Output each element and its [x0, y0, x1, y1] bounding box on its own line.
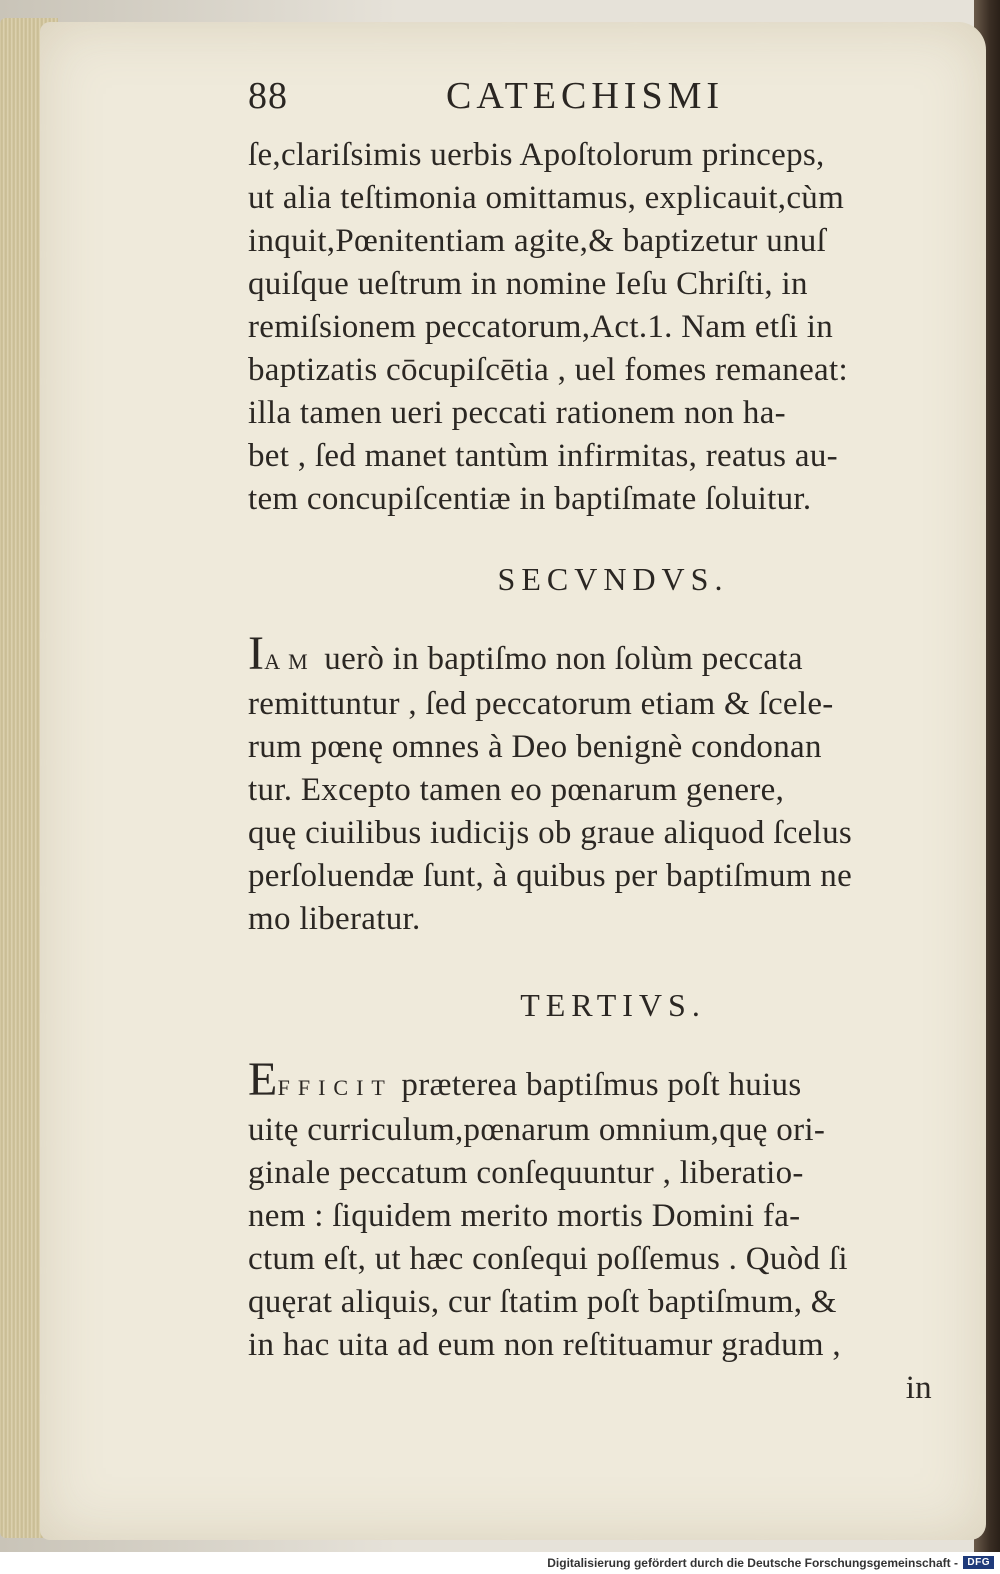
text-line-rest: uerò in baptiſmo non ſolùm peccata — [315, 641, 803, 677]
text-line: uitę curriculum,pœnarum omnium,quę ori- — [248, 1112, 826, 1148]
book-page — [40, 22, 986, 1540]
paragraph-1 — [248, 134, 938, 521]
section-heading-tertius: TERTIVS. — [520, 987, 706, 1023]
page-text-block — [248, 74, 938, 1410]
drop-capital: I — [248, 627, 265, 680]
text-line: bet , ſed manet tantùm infirmitas, reatus au- — [248, 438, 838, 474]
text-line-rest: præterea baptiſmus poſt huius — [392, 1067, 802, 1103]
text-line: quiſque ueſtrum in nomine Ieſu Chriſti, in — [248, 266, 808, 302]
text-line: remiſsionem peccatorum,Act.1. Nam etſi in — [248, 309, 834, 345]
dfg-logo: DFG — [963, 1556, 994, 1569]
text-line: ginale peccatum conſequuntur , liberatio- — [248, 1155, 804, 1191]
text-line: perſoluendæ ſunt, à quibus per baptiſmum ne — [248, 858, 853, 894]
text-line: quęrat aliquis, cur ſtatim poſt baptiſmum, & — [248, 1284, 837, 1320]
catchword: in — [905, 1370, 932, 1406]
funding-credit: Digitalisierung gefördert durch die Deutsche Forschungsgemeinschaft - — [547, 1556, 958, 1570]
running-head — [248, 74, 938, 134]
text-line: tem concupiſcentiæ in baptiſmate ſoluitur. — [248, 481, 812, 517]
text-line — [248, 627, 938, 683]
text-line: inquit,Pœnitentiam agite,& baptizetur unuſ — [248, 223, 827, 259]
text-line: ctum eſt, ut hæc conſequi poſſemus . Quòd ſi — [248, 1241, 848, 1277]
text-line: ſe,clariſsimis uerbis Apoſtolorum princeps, — [248, 137, 825, 173]
paragraph-3 — [248, 1053, 938, 1410]
section-heading-secundus: SECVNDVS. — [497, 561, 729, 597]
drop-capital: E — [248, 1053, 278, 1106]
running-title: CATECHISMI — [446, 75, 725, 117]
text-line: quę ciuilibus iudicijs ob graue aliquod ſcelus — [248, 815, 853, 851]
page-number: 88 — [248, 75, 288, 117]
digitization-footer — [0, 1552, 1000, 1574]
text-line: nem : ſiquidem merito mortis Domini fa- — [248, 1198, 801, 1234]
text-line: baptizatis cōcupiſcētia , uel fomes remaneat: — [248, 352, 848, 388]
text-line: tur. Excepto tamen eo pœnarum genere, — [248, 772, 785, 808]
paragraph-2 — [248, 627, 938, 941]
text-line: mo liberatur. — [248, 901, 421, 937]
small-caps-opening: AM — [264, 649, 316, 674]
text-line: ut alia teſtimonia omittamus, explicauit,cùm — [248, 180, 845, 216]
text-line: illa tamen ueri peccati rationem non ha- — [248, 395, 786, 431]
text-line: rum pœnę omnes à Deo benignè condonan — [248, 729, 822, 765]
text-line — [248, 1053, 938, 1109]
text-line: in hac uita ad eum non reſtituamur gradum , — [248, 1327, 841, 1363]
text-line: remittuntur , ſed peccatorum etiam & ſcele- — [248, 686, 834, 722]
small-caps-opening: FFICIT — [277, 1075, 393, 1100]
